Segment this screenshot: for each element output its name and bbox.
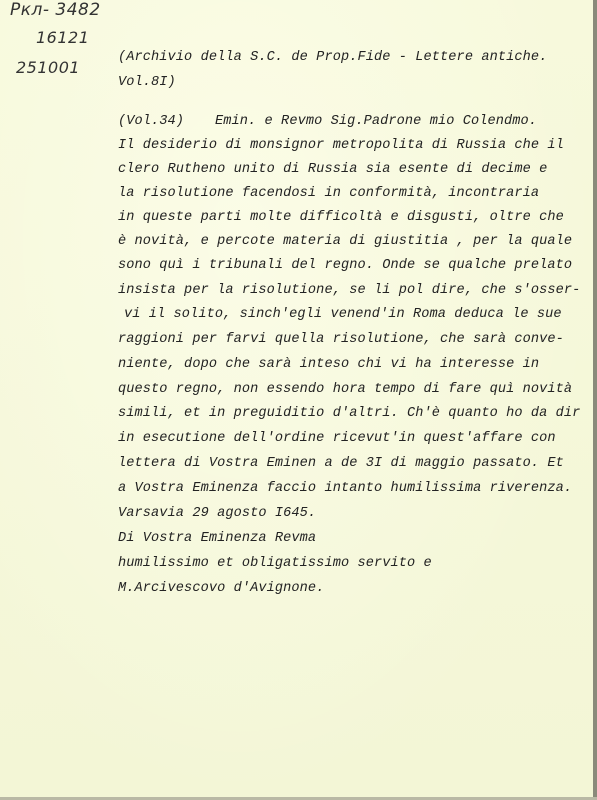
volume-reference: (Vol.34) bbox=[118, 114, 185, 129]
archive-mark-2: 16121 bbox=[36, 28, 90, 47]
letter-line-3: la risolutione facendosi in conformità, incontraria bbox=[118, 186, 540, 201]
letter-line-6: sono quì i tribunali del regno. Onde se qualche prelato bbox=[118, 258, 573, 273]
page-edge-right bbox=[593, 0, 597, 800]
letter-line-10: niente, dopo che sarà inteso chi vi ha interesse in bbox=[118, 357, 540, 372]
letter-line-8: vi il solito, sinch'egli venend'in Roma deduca le sue bbox=[124, 307, 562, 322]
closing-line-2: humilissimo et obligatissimo servito e bbox=[118, 556, 432, 571]
letter-line-7: insista per la risolutione, se li pol dire, che s'osser- bbox=[118, 283, 581, 298]
header-source-line-1: (Archivio della S.C. de Prop.Fide - Lettere antiche. bbox=[118, 50, 548, 65]
letter-line-4: in queste parti molte difficoltà e disgusti, oltre che bbox=[118, 210, 564, 225]
archive-mark-3: 251001 bbox=[16, 58, 81, 77]
letter-line-11: questo regno, non essendo hora tempo di fare quì novità bbox=[118, 382, 573, 397]
closing-line-1: Di Vostra Eminenza Revma bbox=[118, 531, 317, 546]
header-source-line-2: Vol.8I) bbox=[118, 75, 176, 90]
letter-line-15: a Vostra Eminenza faccio intanto humilissima riverenza. bbox=[118, 481, 573, 496]
salutation: Emin. e Revmo Sig.Padrone mio Colendmo. bbox=[215, 114, 538, 129]
letter-line-9: raggioni per farvi quella risolutione, che sarà conve- bbox=[118, 332, 564, 347]
signature: M.Arcivescovo d'Avignone. bbox=[118, 581, 325, 596]
letter-line-5: è novità, e percote materia di giustitia , per la quale bbox=[118, 234, 573, 249]
letter-line-1: Il desiderio di monsignor metropolita di Russia che il bbox=[118, 138, 564, 153]
letter-line-13: in esecutione dell'ordine ricevut'in quest'affare con bbox=[118, 431, 556, 446]
archive-mark-1: Pкл- 3482 bbox=[10, 0, 101, 20]
letter-line-2: clero Rutheno unito di Russia sia esente di decime e bbox=[118, 162, 548, 177]
place-date: Varsavia 29 agosto I645. bbox=[118, 506, 317, 521]
letter-line-14: lettera di Vostra Eminen a de 3I di maggio passato. Et bbox=[118, 456, 564, 471]
letter-line-12: simili, et in preguiditio d'altri. Ch'è quanto ho da dir bbox=[118, 406, 581, 421]
